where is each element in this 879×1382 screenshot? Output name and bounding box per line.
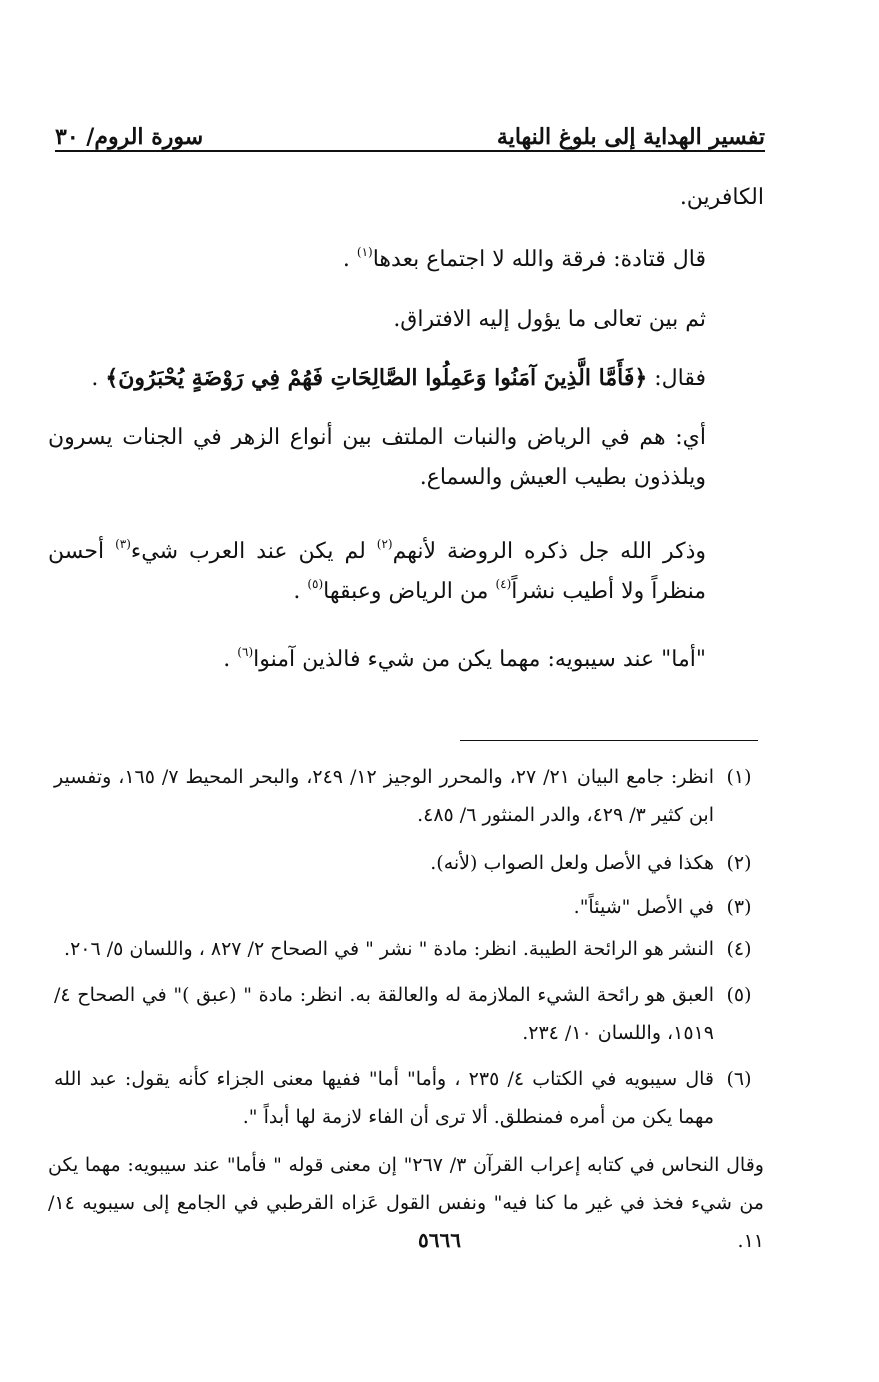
running-header — [55, 108, 765, 150]
footnote-number: (٣) — [726, 896, 752, 918]
footnote-continuation: وقال النحاس في كتابه إعراب القرآن ٣/ ٢٦٧" إن معنى قوله " فأما" عند سيبويه: مهما يكن من شيء فخذ في غير ما كنا فيه" ونفس القول عَزاه القرطبي في الجامع إلى سيبويه ١٤/ ١١. — [48, 1154, 764, 1252]
footnote-ref[interactable]: (٤) — [495, 577, 512, 591]
footnote-number: (٤) — [726, 938, 752, 960]
text-line: "أما" عند سيبويه: مهما يكن من شيء فالذين آمنوا$^{(٦)}$ . — [223, 645, 706, 672]
footnote-3 — [48, 888, 764, 926]
footnote-number: (١) — [726, 766, 752, 788]
footnote-text: انظر: جامع البيان ٢١/ ٢٧، والمحرر الوجيز ١٢/ ٢٤٩، والبحر المحيط ٧/ ١٦٥، وتفسير ابن كثير ٣/ ٤٢٩، والدر المنثور ٦/ ٤٨٥. — [54, 766, 714, 826]
footnote-number: (٥) — [726, 984, 752, 1006]
paragraph: أي: هم في الرياض والنبات الملتف بين أنواع الزهر في الجنات يسرون ويلذذون بطيب العيش والسماع. — [48, 425, 706, 490]
footnote-6 — [48, 1060, 764, 1136]
surah-label: سورة الروم/ ٣٠ — [55, 124, 204, 150]
quran-line: فقال: ﴿فَأَمَّا الَّذِينَ آمَنُوا وَعَمِلُوا الصَّالِحَاتِ فَهُمْ فِي رَوْضَةٍ يُحْبَرُونَ﴾ . — [91, 365, 706, 391]
footnote-text: قال سيبويه في الكتاب ٤/ ٢٣٥ ، وأما" أما" ففيها معنى الجزاء كأنه يقول: عبد الله مهما يكن من أمره فمنطلق. ألا ترى أن الفاء لازمة لها أبداً ". — [54, 1068, 714, 1128]
text-line: ثم بين تعالى ما يؤول إليه الافتراق. — [393, 307, 706, 332]
footnote-text: هكذا في الأصل ولعل الصواب (لأنه). — [430, 852, 714, 874]
text-line: الكافرين. — [679, 185, 764, 210]
header-rule — [55, 150, 765, 152]
footnote-1 — [48, 758, 764, 834]
page-number: ٥٦٦٦ — [418, 1228, 461, 1252]
footnote-4 — [48, 930, 764, 968]
footnote-text: النشر هو الرائحة الطيبة. انظر: مادة " نشر " في الصحاح ٢/ ٨٢٧ ، واللسان ٥/ ٢٠٦. — [64, 938, 714, 960]
book-title: تفسير الهداية إلى بلوغ النهاية — [496, 124, 765, 150]
footnote-number: (٦) — [726, 1068, 752, 1090]
footnote-2 — [48, 844, 764, 882]
footnote-separator — [460, 740, 758, 741]
footnote-ref[interactable]: (٦) — [237, 645, 254, 659]
footnote-ref[interactable]: (٥) — [307, 577, 324, 591]
paragraph: وذكر الله جل ذكره الروضة لأنهم$^{(٢)}$ لم يكن عند العرب شيء$^{(٣)}$ أحسن منظراً ولا أطيب نشراً$^{(٤)}$ من الرياض وعبقها$^{(٥)}$ . — [48, 537, 707, 604]
quran-verse: ﴿فَأَمَّا الَّذِينَ آمَنُوا وَعَمِلُوا الصَّالِحَاتِ فَهُمْ فِي رَوْضَةٍ يُحْبَرُونَ﴾ — [105, 365, 648, 391]
footnote-ref[interactable]: (٢) — [376, 537, 393, 551]
footnote-ref[interactable]: (١) — [356, 245, 373, 259]
footnote-text: في الأصل "شيئاً". — [573, 896, 714, 918]
footnote-5 — [48, 976, 764, 1052]
footnote-number: (٢) — [726, 852, 752, 874]
text-line: قال قتادة: فرقة والله لا اجتماع بعدها$^{(١)}$ . — [342, 245, 706, 272]
footnote-ref[interactable]: (٣) — [115, 537, 131, 551]
footnote-text: العبق هو رائحة الشيء الملازمة له والعالقة به. انظر: مادة " (عبق )" في الصحاح ٤/ ١٥١٩، واللسان ١٠/ ٢٣٤. — [54, 984, 714, 1044]
